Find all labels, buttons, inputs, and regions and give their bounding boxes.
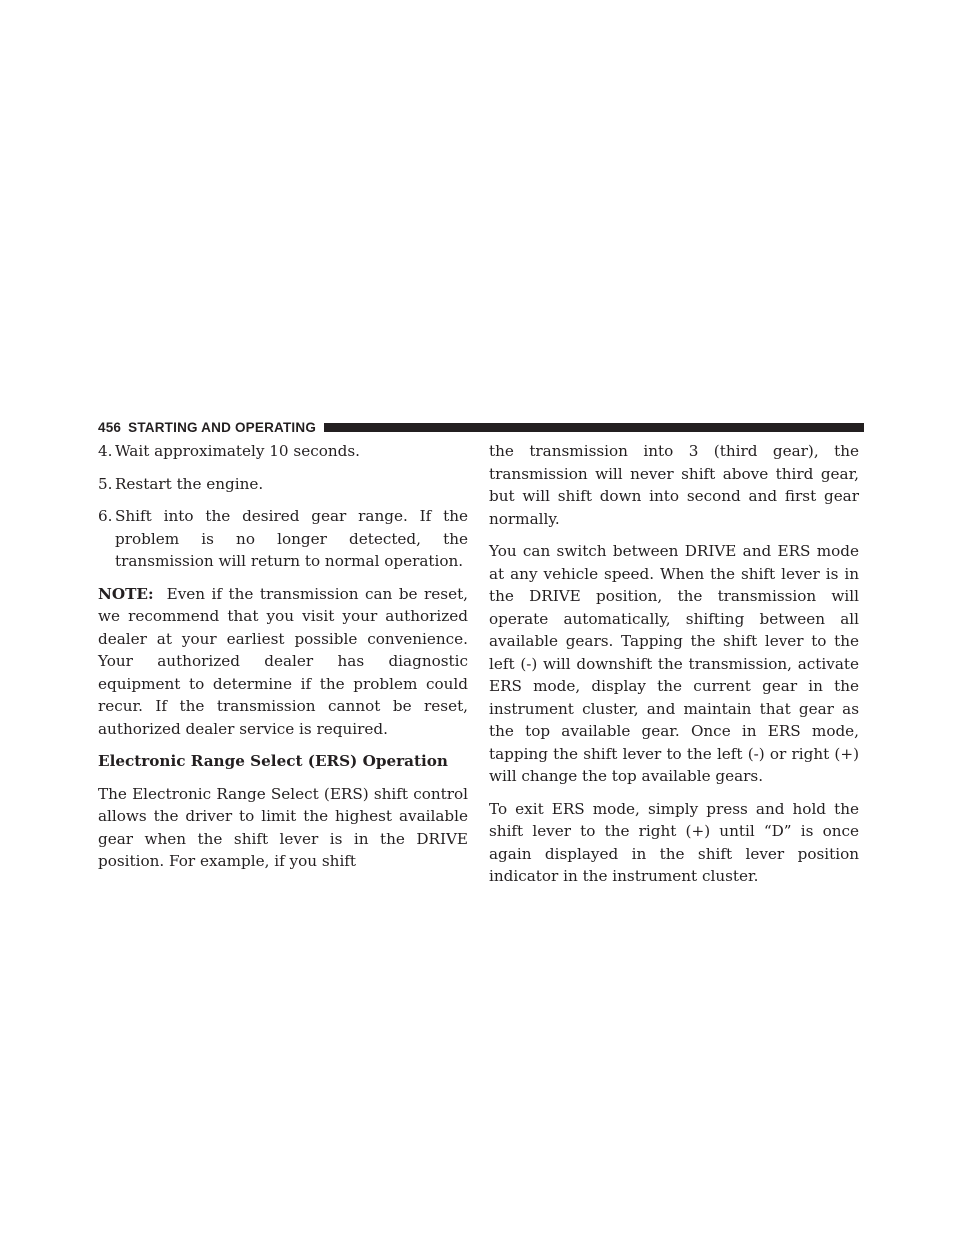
step-item (98, 473, 468, 496)
exit-ers-paragraph: To exit ERS mode, simply press and hold the shift lever to the right (+) until “D” is once again displayed in the shift lever position indicator in the instrument cluster. (489, 799, 859, 885)
page-header (98, 418, 864, 436)
step-number: 4. (98, 442, 113, 460)
section-title: STARTING AND OPERATING (128, 419, 317, 435)
step-number: 5. (98, 474, 113, 493)
switch-mode-paragraph: You can switch between DRIVE and ERS mode at any vehicle speed. When the shift lever is in the DRIVE position, the transmission will operate automatically, shifting between all available gears. Tapping the shift lever to the left (-) will downshift the transmission, activate ERS mode, display the current gear in the instrument cluster, and maintain that gear as the top available gear. Once in ERS mode, tapping the shift lever to the left (-) or right (+) will change the top available gears. (489, 542, 859, 785)
step-item (98, 440, 468, 463)
note-label: NOTE: (98, 584, 154, 603)
right-column (489, 440, 859, 898)
section-subheading: Electronic Range Select (ERS) Operation (98, 752, 448, 770)
step-text: Shift into the desired gear range. If the problem is no longer detected, the transmission will return to normal operation. (115, 507, 468, 570)
ers-paragraph-end: the transmission into 3 (third gear), the transmission will never shift above third gear, but will shift down into second and first gear normally. (489, 442, 859, 528)
left-column (98, 440, 468, 883)
step-text: Restart the engine. (115, 474, 264, 493)
note-paragraph (98, 583, 468, 741)
step-text: Wait approximately 10 seconds. (115, 442, 360, 460)
page-number: 456 (98, 419, 122, 435)
ers-paragraph-start: The Electronic Range Select (ERS) shift control allows the driver to limit the highest available gear when the shift lever is in the DRIVE position. For example, if you shift (98, 784, 468, 870)
note-text: Even if the transmission can be reset, we recommend that you visit your authorized dealer at your earliest possible convenience. Your authorized dealer has diagnostic equipment to determine if the problem could recur. If the transmission cannot be reset, authorized dealer service is required. (98, 584, 469, 738)
step-number: 6. (98, 507, 113, 525)
header-rule (324, 423, 864, 432)
step-item (98, 505, 468, 573)
